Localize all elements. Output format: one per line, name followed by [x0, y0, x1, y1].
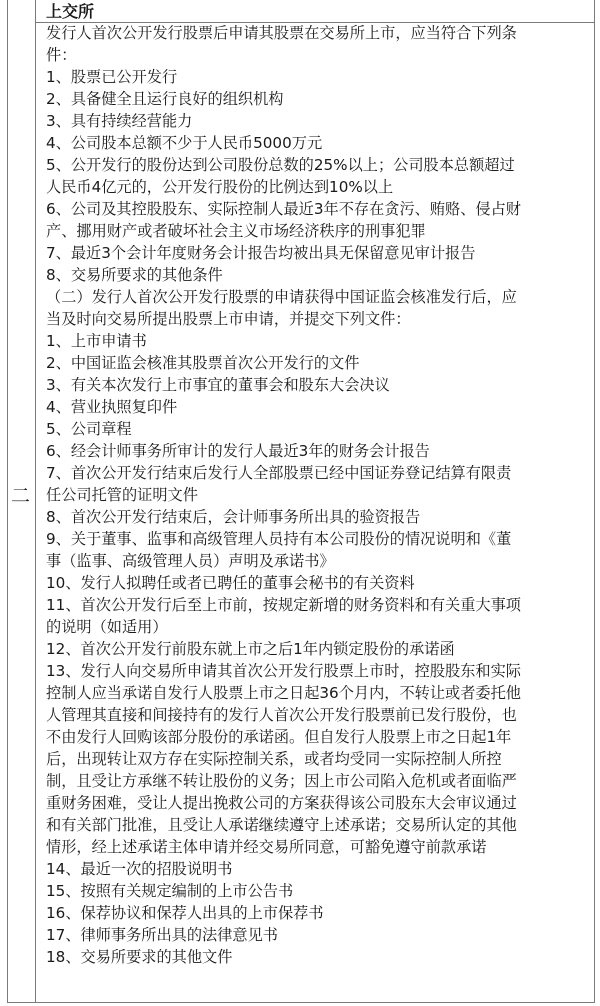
text-line: 17、律师事务所出具的法律意见书	[46, 926, 278, 944]
text-line: 2、具备健全且运行良好的组织机构	[46, 90, 284, 108]
text-line: 14、最近一次的招股说明书	[46, 860, 233, 878]
document-content	[36, 0, 594, 1002]
text-line: 6、公司及其控股股东、实际控制人最近3年不存在贪污、贿赂、侵占财	[46, 200, 521, 218]
text-line: 3、具有持续经营能力	[46, 112, 193, 130]
text-line: 不由发行人回购该部分股份的承诺函。但自发行人股票上市之日起1年	[46, 728, 512, 746]
text-line: 3、有关本次发行上市事宜的董事会和股东大会决议	[46, 376, 390, 394]
text-line: 1、上市申请书	[46, 332, 147, 350]
text-line: 15、按照有关规定编制的上市公告书	[46, 882, 294, 900]
text-line: 2、中国证监会核准其股票首次公开发行的文件	[46, 354, 360, 372]
text-line: 产、挪用财产或者破坏社会主义市场经济秩序的刑事犯罪	[46, 222, 426, 240]
text-line: 9、关于董事、监事和高级管理人员持有本公司股份的情况说明和《董	[46, 530, 512, 548]
text-line: 发行人首次公开发行股票后申请其股票在交易所上市，应当符合下列条	[46, 24, 517, 42]
text-line: 4、营业执照复印件	[46, 398, 178, 416]
text-line: （二）发行人首次公开发行股票的申请获得中国证监会核准发行后，应	[46, 288, 517, 306]
text-line: 8、首次公开发行结束后，会计师事务所出具的验资报告	[46, 508, 421, 526]
text-line: 人管理其直接和间接持有的发行人首次公开发行股票前已发行股份，也	[46, 706, 517, 724]
text-line: 1、股票已公开发行	[46, 68, 178, 86]
text-line: 件：	[46, 46, 77, 64]
text-line: 后，出现转让双方存在实际控制关系，或者均受同一实际控制人所控	[46, 750, 502, 768]
section-title: 上交所	[46, 2, 95, 21]
section-number-column	[8, 0, 36, 1002]
text-line: 情形，经上述承诺主体申请并经交易所同意，可豁免遵守前款承诺	[46, 838, 487, 856]
text-line: 13、发行人向交易所申请其首次公开发行股票上市时，控股股东和实际	[46, 662, 521, 680]
text-line: 16、保荐协议和保荐人出具的上市保荐书	[46, 904, 324, 922]
text-line: 10、发行人拟聘任或者已聘任的董事会秘书的有关资料	[46, 574, 415, 592]
text-line: 重财务困难，受让人提出挽救公司的方案获得该公司股东大会审议通过	[46, 794, 517, 812]
text-line: 18、交易所要求的其他文件	[46, 948, 233, 966]
text-line: 5、公司章程	[46, 420, 132, 438]
text-line: 制，且受让方承继不转让股份的义务；因上市公司陷入危机或者面临严	[46, 772, 517, 790]
text-line: 8、交易所要求的其他条件	[46, 266, 223, 284]
text-line: 控制人应当承诺自发行人股票上市之日起36个月内，不转让或者委托他	[46, 684, 521, 702]
text-line: 6、经会计师事务所审计的发行人最近3年的财务会计报告	[46, 442, 430, 460]
text-line: 7、最近3个会计年度财务会计报告均被出具无保留意见审计报告	[46, 244, 476, 262]
section-number: 二	[11, 485, 31, 507]
text-line: 12、首次公开发行前股东就上市之后1年内锁定股份的承诺函	[46, 640, 455, 658]
text-line: 4、公司股本总额不少于人民币5000万元	[46, 134, 323, 152]
text-line: 当及时向交易所提出股票上市申请，并提交下列文件：	[46, 310, 411, 328]
text-line: 任公司托管的证明文件	[46, 486, 198, 504]
text-line: 5、公开发行的股份达到公司股份总数的25%以上；公司股本总额超过	[46, 156, 515, 174]
text-line: 和有关部门批准，且受让人承诺继续遵守上述承诺；交易所认定的其他	[46, 816, 517, 834]
text-line: 11、首次公开发行后至上市前，按规定新增的财务资料和有关重大事项	[46, 596, 521, 614]
text-line: 事（监事、高级管理人员）声明及承诺书》	[46, 552, 335, 570]
text-line: 的说明（如适用）	[46, 618, 168, 636]
document-table	[7, 0, 595, 1003]
text-line: 7、首次公开发行结束后发行人全部股票已经中国证券登记结算有限责	[46, 464, 512, 482]
text-line: 人民币4亿元的，公开发行股份的比例达到10%以上	[46, 178, 394, 196]
